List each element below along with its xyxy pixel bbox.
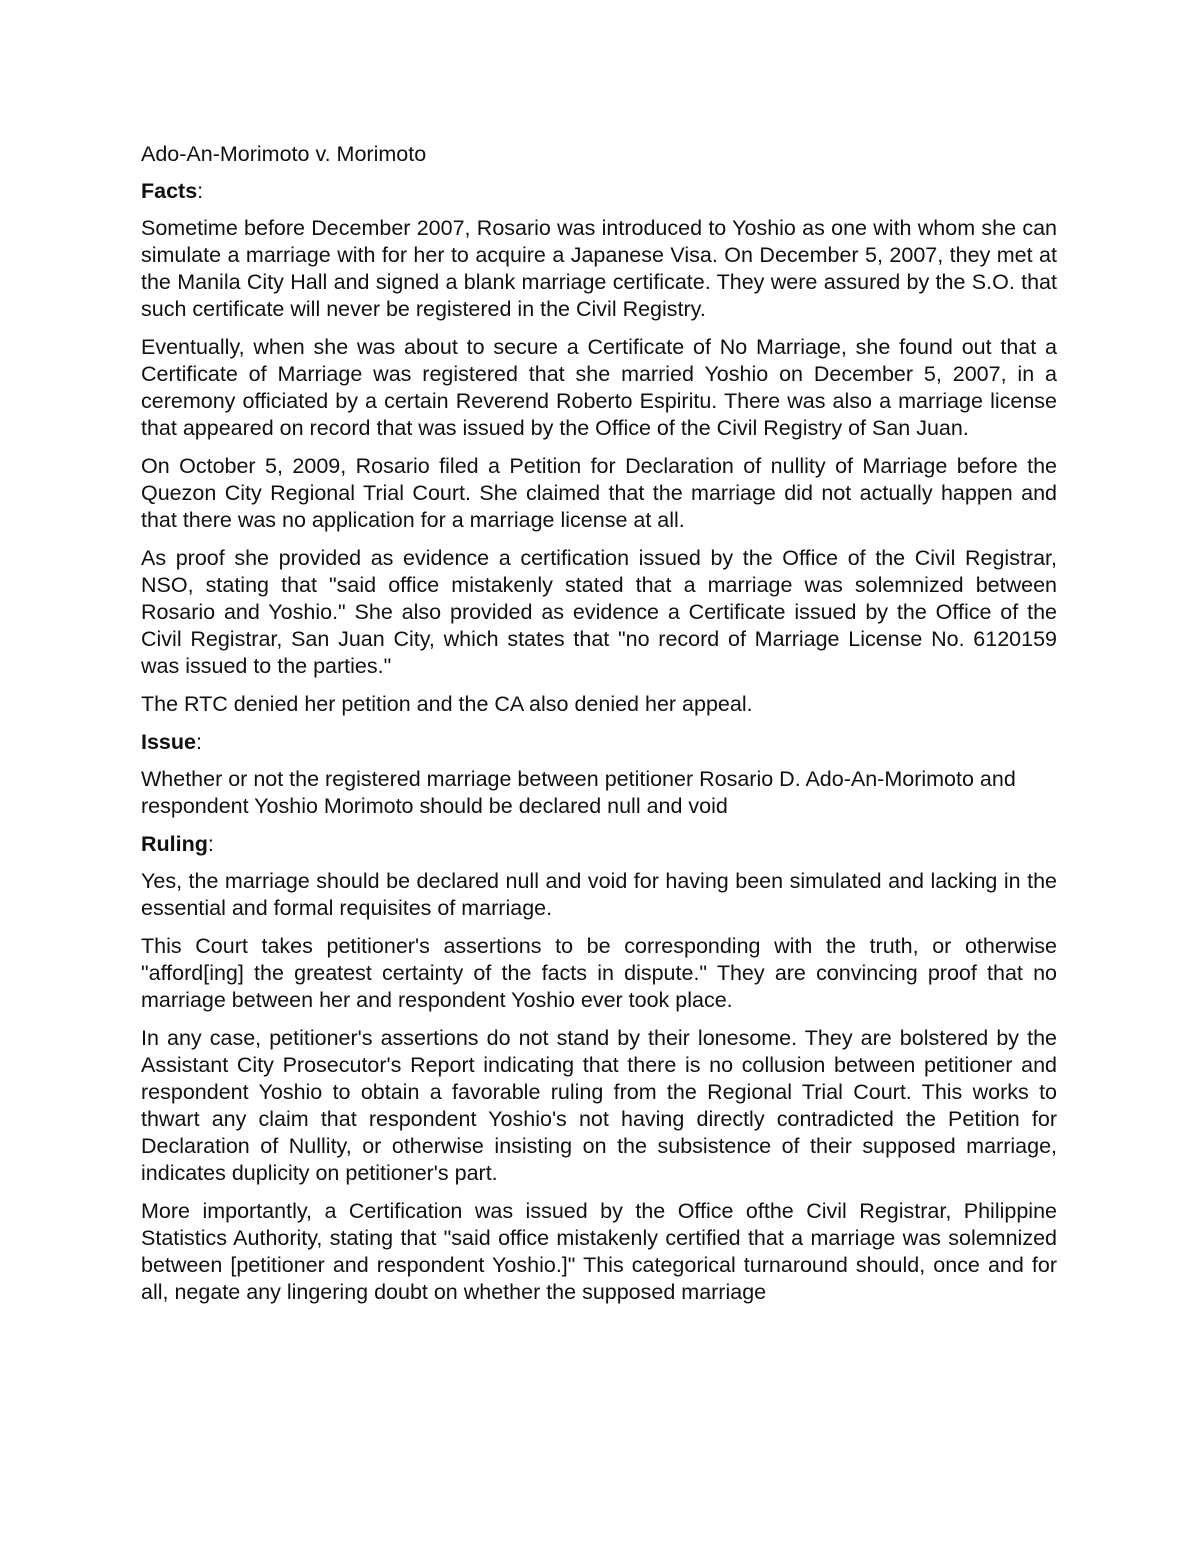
facts-paragraph: The RTC denied her petition and the CA also denied her appeal.: [141, 692, 753, 716]
facts-heading-label: Facts: [141, 179, 198, 203]
ruling-heading: [141, 831, 1057, 858]
facts-paragraph: As proof she provided as evidence a certification issued by the Office of the Civil Registrar, NSO, stating that "said office mistakenly stated that a marriage was solemnized between Rosario and Yoshio." She also provided as evidence a Certificate issued by the Office of the Civil Registrar, San Juan City, which states that "no record of Marriage License No. 6120159 was issued to the parties.": [141, 546, 1057, 678]
issue-heading-label: Issue: [141, 730, 196, 754]
facts-paragraph: On October 5, 2009, Rosario filed a Petition for Declaration of nullity of Marriage before the Quezon City Regional Trial Court. She claimed that the marriage did not actually happen and that there was no application for a marriage license at all.: [141, 454, 1057, 532]
ruling-paragraph: In any case, petitioner's assertions do not stand by their lonesome. They are bolstered by the Assistant City Prosecutor's Report indicating that there is no collusion between petitioner and respondent Yoshio to obtain a favorable ruling from the Regional Trial Court. This works to thwart any claim that respondent Yoshio's not having directly contradicted the Petition for Declaration of Nullity, or otherwise insisting on the subsistence of their supposed marriage, indicates duplicity on petitioner's part.: [141, 1026, 1057, 1185]
ruling-paragraph: Yes, the marriage should be declared null and void for having been simulated and lacking in the essential and formal requisites of marriage.: [141, 869, 1057, 920]
heading-colon: :: [195, 730, 202, 754]
ruling-paragraph: This Court takes petitioner's assertions to be corresponding with the truth, or otherwise "afford[ing] the greatest certainty of the facts in dispute." They are convincing proof that no marriage between her and respondent Yoshio ever took place.: [141, 934, 1057, 1012]
facts-paragraph: Sometime before December 2007, Rosario was introduced to Yoshio as one with whom she can simulate a marriage with for her to acquire a Japanese Visa. On December 5, 2007, they met at the Manila City Hall and signed a blank marriage certificate. They were assured by the S.O. that such certificate will never be registered in the Civil Registry.: [141, 216, 1057, 321]
facts-paragraph: Eventually, when she was about to secure a Certificate of No Marriage, she found out that a Certificate of Marriage was registered that she married Yoshio on December 5, 2007, in a ceremony officiated by a certain Reverend Roberto Espiritu. There was also a marriage license that appeared on record that was issued by the Office of the Civil Registry of San Juan.: [141, 335, 1057, 440]
issue-heading: [141, 729, 1057, 756]
document-title: Ado-An-Morimoto v. Morimoto: [141, 142, 427, 166]
heading-colon: :: [197, 179, 204, 203]
issue-paragraph: Whether or not the registered marriage between petitioner Rosario D. Ado-An-Morimoto and respondent Yoshio Morimoto should be declared null and void: [141, 767, 1016, 818]
ruling-heading-label: Ruling: [141, 832, 208, 856]
ruling-paragraph: More importantly, a Certification was issued by the Office ofthe Civil Registrar, Philippine Statistics Authority, stating that "said office mistakenly certified that a marriage was solemnized between [petitioner and respondent Yoshio.]" This categorical turnaround should, once and for all, negate any lingering doubt on whether the supposed marriage: [141, 1199, 1057, 1304]
heading-colon: :: [207, 832, 214, 856]
document-page: [141, 141, 1057, 1317]
facts-heading: [141, 178, 1057, 205]
